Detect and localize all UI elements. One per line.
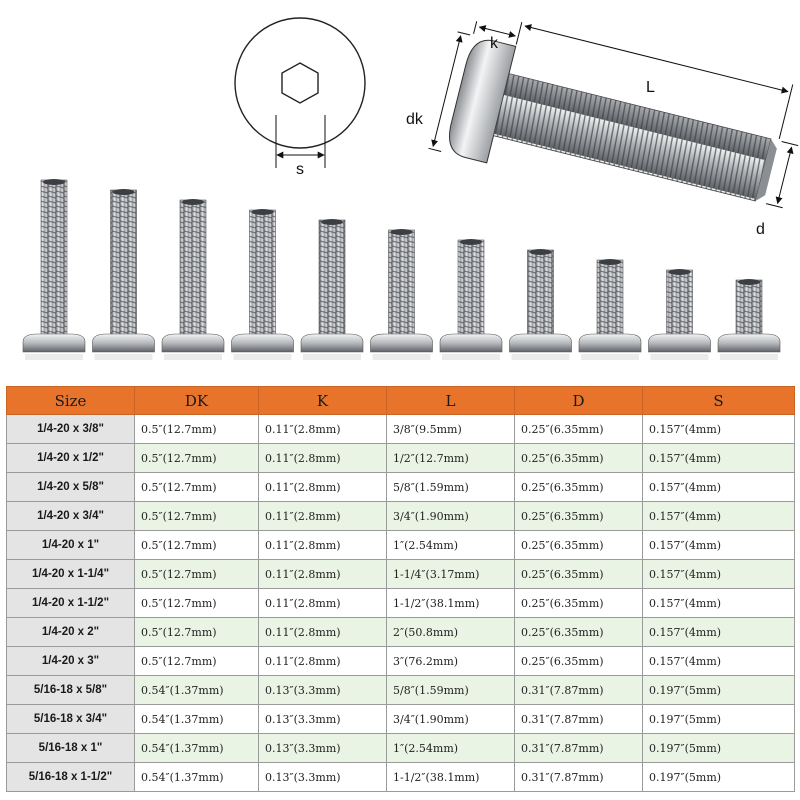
spec-cell: 0.25″(6.35mm)	[515, 502, 643, 531]
spec-cell: 0.5″(12.7mm)	[135, 502, 259, 531]
table-row	[7, 444, 795, 473]
spec-cell: 0.5″(12.7mm)	[135, 618, 259, 647]
dimension-label-k: k	[490, 35, 498, 52]
dimension-label-l: L	[646, 79, 655, 96]
spec-cell: 0.11″(2.8mm)	[259, 473, 387, 502]
size-cell: 1/4-20 x 1-1/2"	[7, 589, 135, 618]
table-row	[7, 473, 795, 502]
spec-cell: 3/8″(9.5mm)	[387, 415, 515, 444]
spec-cell: 0.13″(3.3mm)	[259, 676, 387, 705]
dimension-label-s: s	[296, 161, 304, 178]
column-header-d: D	[515, 387, 643, 415]
table-row	[7, 647, 795, 676]
spec-cell: 0.25″(6.35mm)	[515, 531, 643, 560]
screw-lineup	[23, 179, 780, 360]
spec-cell: 3/4″(1.90mm)	[387, 502, 515, 531]
spec-cell: 0.157″(4mm)	[643, 647, 795, 676]
screw	[510, 249, 572, 360]
spec-cell: 0.31″(7.87mm)	[515, 763, 643, 792]
spec-cell: 5/8″(1.59mm)	[387, 473, 515, 502]
spec-cell: 1-1/4″(3.17mm)	[387, 560, 515, 589]
head-top-view	[235, 18, 365, 178]
spec-cell: 0.13″(3.3mm)	[259, 763, 387, 792]
spec-cell: 1/2″(12.7mm)	[387, 444, 515, 473]
spec-cell: 0.31″(7.87mm)	[515, 705, 643, 734]
screw	[371, 229, 433, 360]
size-cell: 5/16-18 x 3/4"	[7, 705, 135, 734]
spec-cell: 3/4″(1.90mm)	[387, 705, 515, 734]
screw	[301, 219, 363, 360]
screw	[232, 209, 294, 360]
spec-cell: 0.11″(2.8mm)	[259, 444, 387, 473]
size-cell: 1/4-20 x 5/8"	[7, 473, 135, 502]
column-header-dk: DK	[135, 387, 259, 415]
size-cell: 1/4-20 x 3"	[7, 647, 135, 676]
spec-cell: 0.157″(4mm)	[643, 531, 795, 560]
spec-cell: 0.54″(1.37mm)	[135, 734, 259, 763]
screw	[93, 189, 155, 360]
spec-cell: 0.13″(3.3mm)	[259, 705, 387, 734]
size-cell: 5/16-18 x 5/8"	[7, 676, 135, 705]
spec-cell: 0.13″(3.3mm)	[259, 734, 387, 763]
size-cell: 1/4-20 x 3/8"	[7, 415, 135, 444]
spec-cell: 0.54″(1.37mm)	[135, 676, 259, 705]
spec-cell: 0.11″(2.8mm)	[259, 589, 387, 618]
table-row	[7, 763, 795, 792]
spec-cell: 0.54″(1.37mm)	[135, 705, 259, 734]
size-cell: 5/16-18 x 1"	[7, 734, 135, 763]
spec-cell: 0.5″(12.7mm)	[135, 589, 259, 618]
dimension-label-d: d	[756, 221, 765, 238]
size-cell: 1/4-20 x 3/4"	[7, 502, 135, 531]
spec-cell: 0.197″(5mm)	[643, 763, 795, 792]
spec-cell: 0.25″(6.35mm)	[515, 560, 643, 589]
spec-cell: 1″(2.54mm)	[387, 531, 515, 560]
screw	[23, 179, 85, 360]
screw	[440, 239, 502, 360]
spec-cell: 3″(76.2mm)	[387, 647, 515, 676]
spec-cell: 0.157″(4mm)	[643, 444, 795, 473]
screw	[718, 279, 780, 360]
spec-cell: 0.5″(12.7mm)	[135, 415, 259, 444]
spec-cell: 0.11″(2.8mm)	[259, 618, 387, 647]
spec-cell: 0.25″(6.35mm)	[515, 618, 643, 647]
screw	[579, 259, 641, 360]
table-row	[7, 502, 795, 531]
spec-cell: 0.11″(2.8mm)	[259, 531, 387, 560]
screw	[162, 199, 224, 360]
spec-cell: 0.197″(5mm)	[643, 705, 795, 734]
spec-cell: 0.31″(7.87mm)	[515, 734, 643, 763]
spec-cell: 0.54″(1.37mm)	[135, 763, 259, 792]
spec-cell: 1-1/2″(38.1mm)	[387, 589, 515, 618]
spec-cell: 0.11″(2.8mm)	[259, 647, 387, 676]
spec-cell: 0.157″(4mm)	[643, 560, 795, 589]
spec-cell: 0.11″(2.8mm)	[259, 502, 387, 531]
screw-side-view	[429, 3, 800, 235]
screw-illustration	[0, 0, 800, 385]
spec-cell: 0.25″(6.35mm)	[515, 444, 643, 473]
spec-cell: 2″(50.8mm)	[387, 618, 515, 647]
size-cell: 1/4-20 x 2"	[7, 618, 135, 647]
spec-cell: 0.5″(12.7mm)	[135, 531, 259, 560]
table-row	[7, 589, 795, 618]
table-row	[7, 734, 795, 763]
column-header-l: L	[387, 387, 515, 415]
screw	[649, 269, 711, 360]
column-header-k: K	[259, 387, 387, 415]
spec-cell: 1-1/2″(38.1mm)	[387, 763, 515, 792]
table-row	[7, 705, 795, 734]
size-cell: 1/4-20 x 1"	[7, 531, 135, 560]
table-row	[7, 560, 795, 589]
spec-cell: 0.197″(5mm)	[643, 734, 795, 763]
spec-cell: 0.11″(2.8mm)	[259, 560, 387, 589]
spec-cell: 1″(2.54mm)	[387, 734, 515, 763]
table-row	[7, 415, 795, 444]
spec-cell: 0.31″(7.87mm)	[515, 676, 643, 705]
spec-cell: 0.157″(4mm)	[643, 502, 795, 531]
size-cell: 5/16-18 x 1-1/2"	[7, 763, 135, 792]
size-cell: 1/4-20 x 1/2"	[7, 444, 135, 473]
table-row	[7, 676, 795, 705]
spec-cell: 0.25″(6.35mm)	[515, 647, 643, 676]
spec-cell: 0.157″(4mm)	[643, 618, 795, 647]
spec-cell: 0.5″(12.7mm)	[135, 560, 259, 589]
table-header-row	[7, 387, 795, 415]
spec-cell: 0.25″(6.35mm)	[515, 473, 643, 502]
column-header-size: Size	[7, 387, 135, 415]
spec-cell: 0.5″(12.7mm)	[135, 444, 259, 473]
table-row	[7, 531, 795, 560]
spec-cell: 0.25″(6.35mm)	[515, 415, 643, 444]
table-row	[7, 618, 795, 647]
spec-cell: 0.157″(4mm)	[643, 415, 795, 444]
dimension-label-dk: dk	[406, 111, 423, 128]
spec-cell: 0.157″(4mm)	[643, 473, 795, 502]
column-header-s: S	[643, 387, 795, 415]
spec-cell: 0.5″(12.7mm)	[135, 473, 259, 502]
spec-cell: 5/8″(1.59mm)	[387, 676, 515, 705]
spec-cell: 0.157″(4mm)	[643, 589, 795, 618]
spec-cell: 0.197″(5mm)	[643, 676, 795, 705]
spec-cell: 0.11″(2.8mm)	[259, 415, 387, 444]
spec-cell: 0.5″(12.7mm)	[135, 647, 259, 676]
size-cell: 1/4-20 x 1-1/4"	[7, 560, 135, 589]
spec-cell: 0.25″(6.35mm)	[515, 589, 643, 618]
spec-table	[6, 386, 795, 792]
